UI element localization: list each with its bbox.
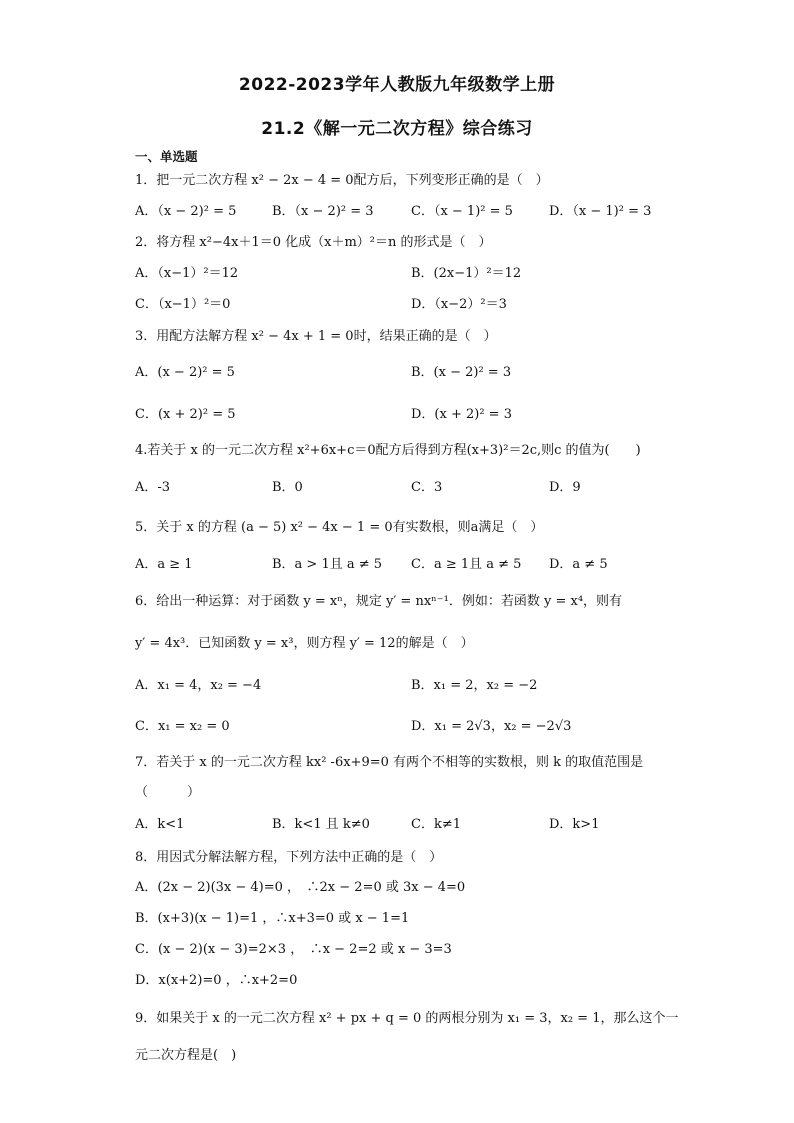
question-4-option-c: C．3: [411, 480, 443, 495]
question-9-stem: 9．如果关于 x 的一元二次方程 x² + px + q = 0 的两根分别为 x₁ = 3，x₂ = 1，那么这个一: [135, 1011, 679, 1026]
worksheet-title: 2022-2023学年人教版九年级数学上册: [238, 75, 556, 95]
question-2-option-a: A．（x−1）²＝12: [135, 266, 239, 281]
question-9-stem-continued: 元二次方程是( ): [135, 1048, 237, 1063]
question-8-option-a: A．(2x − 2)(3x − 4)=0 ， ∴2x − 2=0 或 3x − 4=0: [135, 880, 466, 895]
question-3-option-b: B．(x − 2)² = 3: [411, 365, 512, 380]
question-7-option-b: B．k<1 且 k≠0: [272, 817, 370, 832]
question-2-option-d: D．（x−2）²＝3: [411, 297, 507, 312]
question-2-option-b: B．(2x−1）²＝12: [411, 266, 522, 281]
question-1-option-d: D．（x − 1)² = 3: [549, 204, 652, 219]
question-5-option-c: C．a ≥ 1且 a ≠ 5: [411, 557, 522, 572]
question-6-option-b: B．x₁ = 2，x₂ = −2: [411, 678, 538, 693]
question-5-option-d: D．a ≠ 5: [549, 557, 608, 572]
question-6-option-c: C．x₁ = x₂ = 0: [135, 719, 230, 734]
question-3-option-a: A．(x − 2)² = 5: [135, 365, 235, 380]
question-8-option-c: C．(x − 2)(x − 3)=2×3 ， ∴x − 2=2 或 x − 3=3: [135, 942, 452, 957]
question-1-stem: 1．把一元二次方程 x² − 2x − 4 = 0配方后，下列变形正确的是（ ）: [135, 173, 549, 188]
question-4-option-a: A．-3: [135, 480, 171, 495]
question-4-option-b: B．0: [272, 480, 303, 495]
question-7-option-d: D．k>1: [549, 817, 600, 832]
section-heading: 一、单选题: [135, 149, 198, 164]
question-6-stem-continued: y′ = 4x³．已知函数 y = x³，则方程 y′ = 12的解是（ ）: [135, 636, 474, 651]
question-7-stem-continued: （ ）: [135, 785, 201, 800]
question-4-option-d: D．9: [549, 480, 581, 495]
question-7-stem: 7．若关于 x 的一元二次方程 kx² -6x+9=0 有两个不相等的实数根，则 k 的取值范围是: [135, 755, 644, 770]
question-3-stem: 3．用配方法解方程 x² − 4x + 1 = 0时，结果正确的是（ ）: [135, 329, 497, 344]
question-1-option-c: C．（x − 1)² = 5: [411, 204, 513, 219]
question-2-option-c: C．（x−1）²＝0: [135, 297, 231, 312]
question-1-option-a: A．（x − 2)² = 5: [135, 204, 237, 219]
question-7-option-c: C．k≠1: [411, 817, 461, 832]
question-6-option-a: A．x₁ = 4，x₂ = −4: [135, 678, 262, 693]
question-8-option-b: B．(x+3)(x − 1)=1 ，∴x+3=0 或 x − 1=1: [135, 911, 410, 926]
question-5-option-b: B．a > 1且 a ≠ 5: [272, 557, 383, 572]
question-8-stem: 8．用因式分解法解方程，下列方法中正确的是（ ）: [135, 850, 443, 865]
question-5-stem: 5．关于 x 的方程 (a − 5) x² − 4x − 1 = 0有实数根，则a满足（ ）: [135, 520, 544, 535]
question-5-option-a: A．a ≥ 1: [135, 557, 193, 572]
question-3-option-c: C．(x + 2)² = 5: [135, 407, 236, 422]
question-3-option-d: D．(x + 2)² = 3: [411, 407, 512, 422]
question-2-stem: 2．将方程 x²−4x＋1＝0 化成（x＋m）²＝n 的形式是（ ）: [135, 235, 492, 250]
question-6-stem: 6．给出一种运算：对于函数 y = xⁿ，规定 y′ = nxⁿ⁻¹．例如：若函数 y = x⁴，则有: [135, 594, 623, 609]
question-1-option-b: B．（x − 2)² = 3: [272, 204, 374, 219]
question-6-option-d: D．x₁ = 2√3，x₂ = −2√3: [411, 719, 572, 734]
question-8-option-d: D．x(x+2)=0 ，∴x+2=0: [135, 973, 298, 988]
question-4-stem: 4.若关于 x 的一元二次方程 x²+6x+c＝0配方后得到方程(x+3)²＝2c,则c 的值为( ): [135, 443, 641, 458]
question-7-option-a: A．k<1: [135, 817, 185, 832]
worksheet-subtitle: 21.2《解一元二次方程》综合练习: [261, 119, 533, 139]
